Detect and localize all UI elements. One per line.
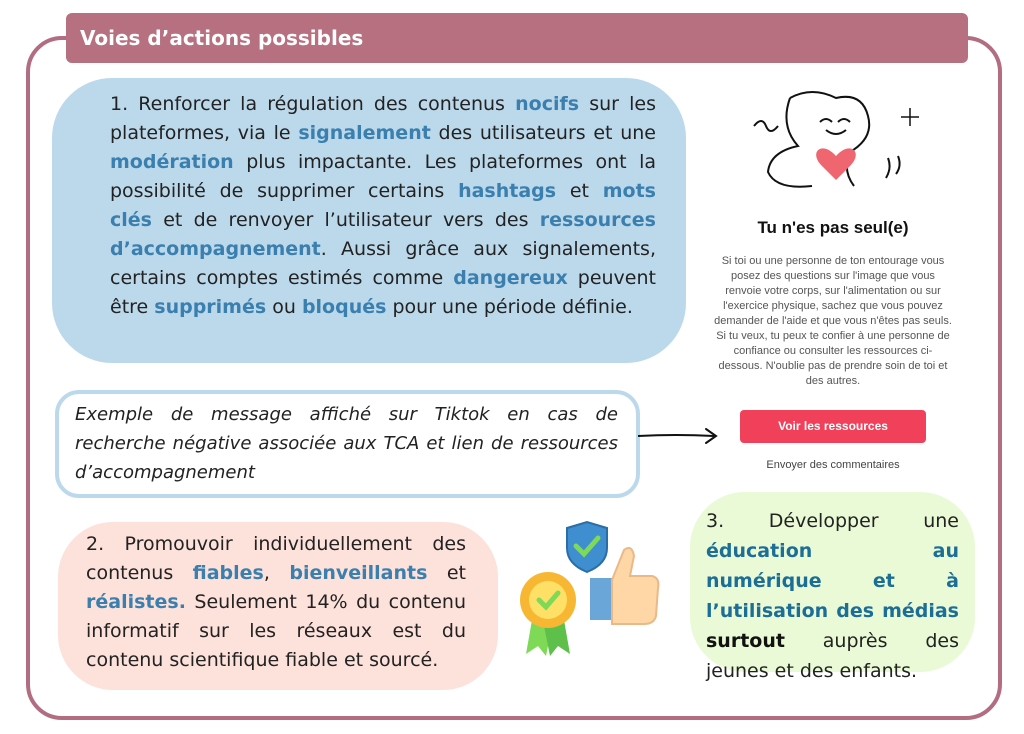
- action-1-box: [52, 78, 686, 363]
- section-title: Voies d’actions possibles: [80, 26, 364, 50]
- keyword-dangereux: dangereux: [453, 267, 568, 289]
- text-segment: plus impactante. Les plateformes ont la possibilité de supprimer certains: [110, 151, 656, 202]
- section-header: [66, 13, 968, 63]
- text-segment: ,: [263, 562, 290, 584]
- thumbs-up-award-icon: [512, 520, 662, 660]
- text-segment: Seulement 14% du contenu informatif sur les réseaux est du contenu scientifique fiable et sourcé.: [86, 591, 466, 671]
- text-segment: ou: [266, 296, 302, 318]
- tiktok-title: Tu n'es pas seul(e): [757, 218, 909, 237]
- text-segment: 1. Renforcer la régulation des contenus: [110, 93, 516, 115]
- keyword-ressources: ressources d’accompagnement: [110, 209, 656, 260]
- action-3-box: [690, 492, 975, 682]
- text-segment: sur les plateformes, via le: [110, 93, 656, 144]
- send-feedback-link[interactable]: Envoyer des commentaires: [766, 459, 900, 471]
- see-resources-button[interactable]: Voir les ressources: [740, 410, 926, 443]
- text-segment: . Aussi grâce aux signalements, certains comptes estimés comme: [110, 238, 656, 289]
- keyword-bloques: bloqués: [301, 296, 387, 318]
- example-caption: Exemple de message affiché sur Tiktok en cas de recherche négative associée aux TCA et lien de ressources d’accompagnement: [75, 404, 618, 483]
- example-caption-box: [55, 390, 640, 498]
- keyword-moderation: modération: [110, 151, 234, 173]
- keyword-bienveillants: bienveillants: [289, 562, 428, 584]
- keyword-surtout: surtout: [706, 630, 785, 652]
- text-segment: 3. Développer une: [706, 510, 959, 532]
- tiktok-body: Si toi ou une personne de ton entourage vous posez des questions sur l'image que vous renvoie votre corps, sur l'alimentation ou sur l'exercice physique, sachez que vous pouvez demander de l'aide et que vous n'êtes pas seuls. Si tu veux, tu peux te confier à une personne de confiance ou consulter les ressources ci-dessous. N'oublie pas de prendre soin de toi et des autres.: [714, 255, 952, 387]
- text-segment: auprès des jeunes et des enfants.: [706, 630, 959, 682]
- keyword-hashtags: hashtags: [458, 180, 557, 202]
- keyword-nocifs: nocifs: [515, 93, 580, 115]
- text-segment: 2. Promouvoir individuellement des contenus: [86, 533, 466, 584]
- keyword-realistes: réalistes.: [86, 591, 186, 613]
- action-2-box: [58, 522, 498, 690]
- keyword-education-numerique: éducation au numérique et à l’utilisation des médias: [706, 540, 959, 622]
- text-segment: pour une période définie.: [386, 296, 633, 318]
- keyword-fiables: fiables: [192, 562, 264, 584]
- text-segment: et: [427, 562, 466, 584]
- keyword-signalement: signalement: [298, 122, 431, 144]
- keyword-mots-cles: mots clés: [110, 180, 656, 231]
- tiktok-message-mockup: [708, 82, 958, 482]
- text-segment: des utilisateurs et une: [430, 122, 656, 144]
- text-segment: peuvent être: [110, 267, 656, 318]
- text-segment: et de renvoyer l’utilisateur vers des: [151, 209, 540, 231]
- keyword-supprimes: supprimés: [154, 296, 267, 318]
- text-segment: et: [556, 180, 603, 202]
